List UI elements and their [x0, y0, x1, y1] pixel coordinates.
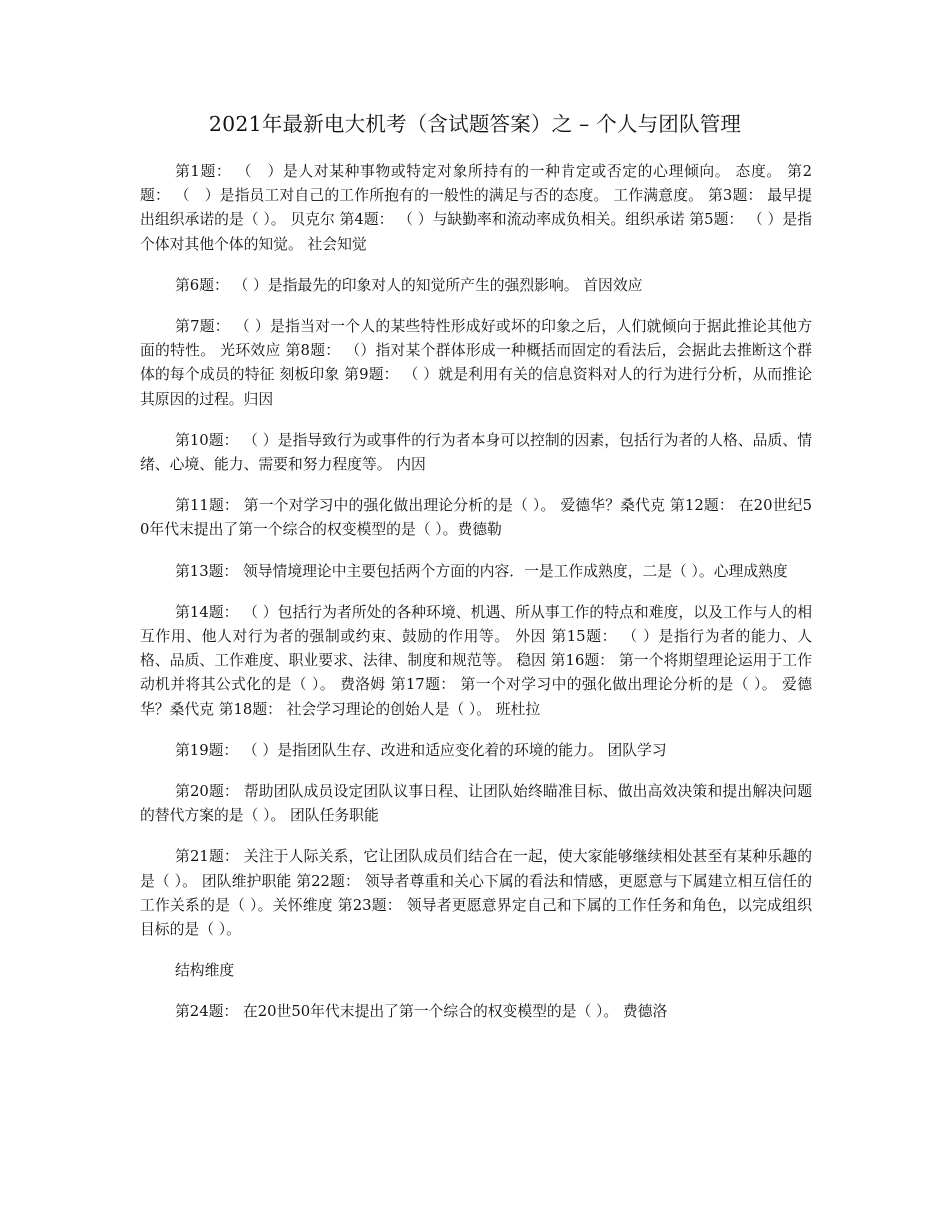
paragraph-q11-q12: 第11题： 第一个对学习中的强化做出理论分析的是（ ）。 爱德华？桑代克 第12题： 在20世纪50年代末提出了第一个综合的权变模型的是（ ）。费德勒	[140, 497, 812, 539]
paragraph-q20: 第20题： 帮助团队成员设定团队议事日程、让团队始终瞄准目标、做出高效决策和提出解决问题的替代方案的是（ ）。 团队任务职能	[140, 783, 812, 825]
paragraph-q1-q5: 第1题： （ ）是人对某种事物或特定对象所持有的一种肯定或否定的心理倾向。 态度。 第2题： （ ）是指员工对自己的工作所抱有的一般性的满足与否的态度。 工作满意度。 第3题： 最早提出组织承诺的是（ ）。 贝克尔 第4题： （ ）与缺勤率和流动率成负相关。组织承诺 第5题： （ ）是指个体对其他个体的知觉。 社会知觉	[140, 163, 812, 253]
paragraph-q19: 第19题： （ ）是指团队生存、改进和适应变化着的环境的能力。 团队学习	[175, 741, 667, 759]
document-title: 2021年最新电大机考（含试题答案）之 – 个人与团队管理	[208, 112, 742, 136]
paragraph-q10: 第10题： （ ）是指导致行为或事件的行为者本身可以控制的因素，包括行为者的人格、品质、情绪、心境、能力、需要和努力程度等。 内因	[140, 431, 812, 474]
paragraph-q21-q23: 第21题： 关注于人际关系，它让团队成员们结合在一起，使大家能够继续相处甚至有某种乐趣的是（ ）。 团队维护职能 第22题： 领导者尊重和关心下属的看法和情感，更愿意与下属建立相互信任的工作关系的是（ ）。关怀维度 第23题： 领导者更愿意界定自己和下属的工作任务和角色，以完成组织目标的是（ ）。	[140, 848, 812, 939]
paragraph-q14-q18: 第14题： （ ）包括行为者所处的各种环境、机遇、所从事工作的特点和难度，以及工作与人的相互作用、他人对行为者的强制或约束、鼓励的作用等。 外因 第15题： （ ）是指行为者的能力、人格、品质、工作难度、职业要求、法律、制度和规范等。 稳因 第16题： 第一个将期望理论运用于工作动机并将其公式化的是（ ）。 费洛姆 第17题： 第一个对学习中的强化做出理论分析的是（ ）。 爱德华？桑代克 第18题： 社会学习理论的创始人是（ ）。 班杜拉	[140, 603, 812, 718]
paragraph-q13: 第13题： 领导情境理论中主要包括两个方面的内容．一是工作成熟度，二是（ ）。心理成熟度	[175, 562, 788, 580]
paragraph-q6: 第6题： （ ）是指最先的印象对人的知觉所产生的强烈影响。 首因效应	[175, 276, 643, 294]
document-body	[140, 160, 812, 1042]
paragraph-q7-q9: 第7题： （ ）是指当对一个人的某些特性形成好或坏的印象之后，人们就倾向于据此推论其他方面的特性。 光环效应 第8题： （）指对某个群体形成一种概括而固定的看法后，会据此去推断这个群体的每个成员的特征 刻板印象 第9题： （ ）就是利用有关的信息资料对人的行为进行分析，从而推论其原因的过程。归因	[140, 318, 812, 408]
paragraph-q24: 第24题： 在20世50年代末提出了第一个综合的权变模型的是（ ）。 费德洛	[175, 1003, 668, 1021]
paragraph-q23-answer: 结构维度	[175, 962, 235, 980]
